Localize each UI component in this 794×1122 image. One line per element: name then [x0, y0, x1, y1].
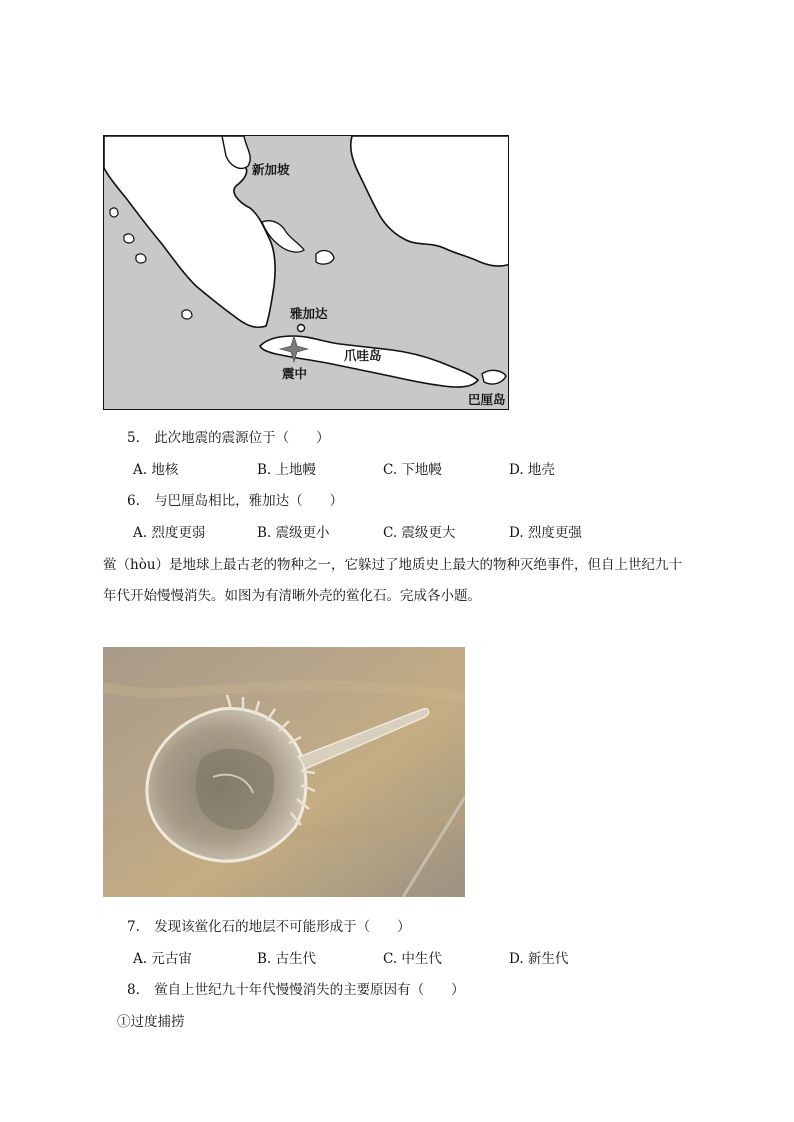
jakarta-marker — [298, 325, 305, 332]
question-number: 6. — [127, 493, 140, 509]
island-belitung — [316, 251, 334, 265]
question-5-option-d[interactable]: D. 地壳 — [509, 462, 555, 478]
question-7-option-d[interactable]: D. 新生代 — [509, 951, 569, 967]
map-figure — [103, 135, 509, 410]
label-jakarta: 雅加达 — [290, 306, 328, 321]
passage-line-2: 年代开始慢慢消失。如图为有清晰外壳的鲎化石。完成各小题。 — [103, 588, 481, 604]
map-svg — [104, 136, 509, 410]
question-7-option-b[interactable]: B. 古生代 — [257, 951, 317, 967]
question-number: 5. — [127, 430, 140, 446]
passage-line-1: 鲎（hòu）是地球上最古老的物种之一，它躲过了地质史上最大的物种灭绝事件，但自上世纪九十 — [103, 557, 683, 573]
question-7-stem — [127, 915, 411, 935]
question-7-option-c[interactable]: C. 中生代 — [383, 951, 442, 967]
island-small-3 — [136, 254, 146, 263]
fossil-svg — [103, 647, 465, 897]
question-5-option-a[interactable]: A. 地核 — [133, 462, 179, 478]
question-text: 发现该鲎化石的地层不可能形成于（ ） — [154, 919, 411, 935]
question-text: 此次地震的震源位于（ ） — [154, 430, 330, 446]
label-epicenter: 震中 — [282, 366, 308, 381]
question-5-option-b[interactable]: B. 上地幔 — [257, 462, 317, 478]
question-5-option-c[interactable]: C. 下地幔 — [383, 462, 442, 478]
question-text: 鲎自上世纪九十年代慢慢消失的主要原因有（ ） — [154, 982, 465, 998]
question-7-option-a[interactable]: A. 元古宙 — [133, 951, 192, 967]
island-small-1 — [110, 208, 118, 217]
question-number: 8. — [127, 982, 140, 998]
island-small-2 — [124, 234, 134, 243]
island-small-4 — [182, 310, 192, 319]
question-6-option-b[interactable]: B. 震级更小 — [257, 525, 330, 541]
label-singapore: 新加坡 — [252, 162, 290, 177]
question-6-stem — [127, 489, 343, 509]
question-8-stem — [127, 978, 465, 998]
question-8-item-1: ①过度捕捞 — [117, 1014, 185, 1030]
question-number: 7. — [127, 919, 140, 935]
question-text: 与巴厘岛相比，雅加达（ ） — [154, 493, 344, 509]
fossil-photo — [103, 647, 465, 897]
question-6-option-a[interactable]: A. 烈度更弱 — [133, 525, 206, 541]
question-6-option-d[interactable]: D. 烈度更强 — [509, 525, 582, 541]
question-5-stem — [127, 426, 330, 446]
label-bali: 巴厘岛 — [468, 392, 506, 407]
question-6-option-c[interactable]: C. 震级更大 — [383, 525, 456, 541]
label-java: 爪哇岛 — [344, 348, 382, 363]
